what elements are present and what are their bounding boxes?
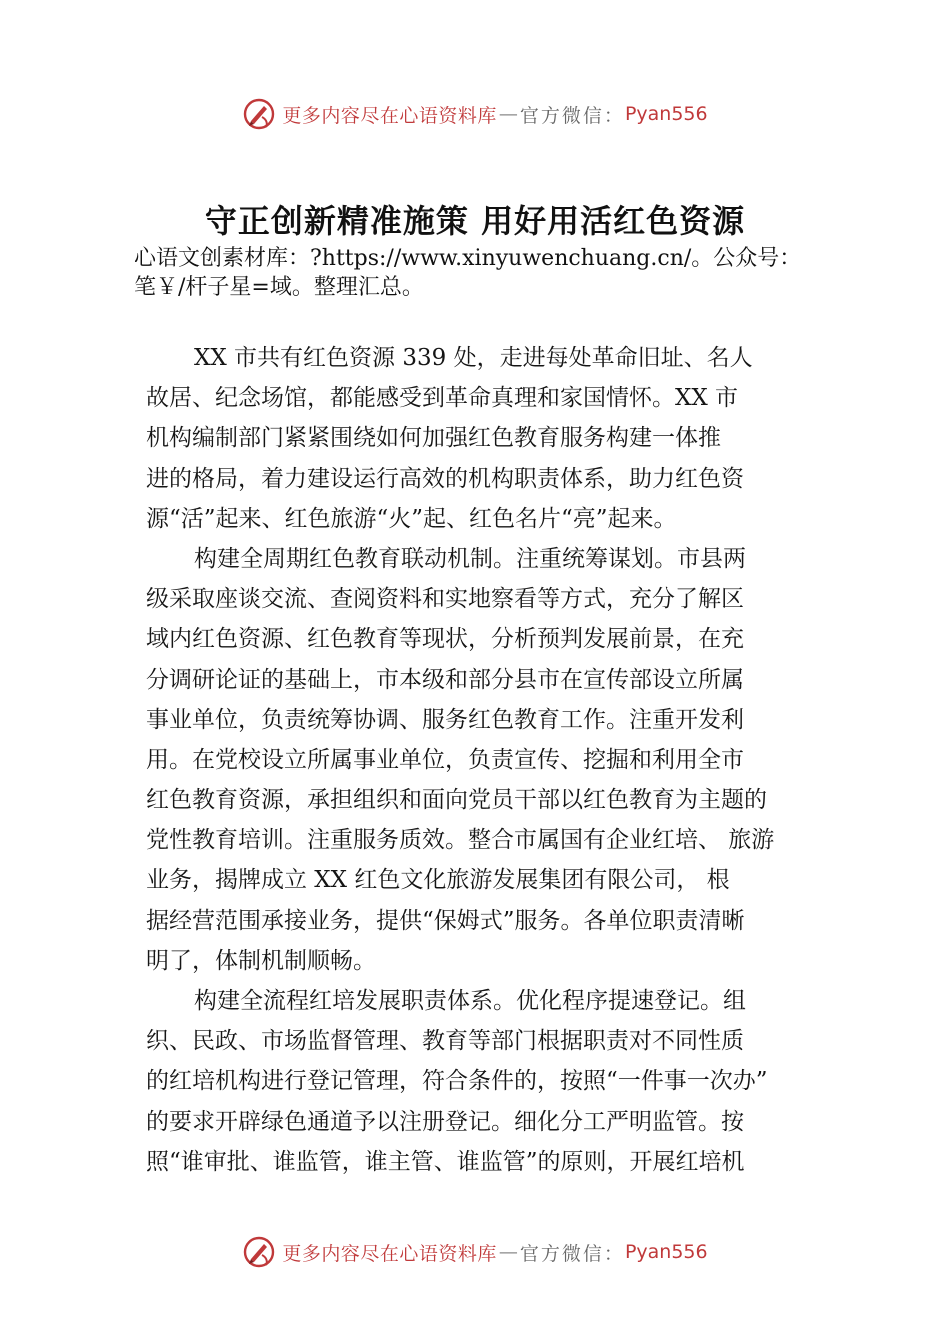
body-line: 构建全周期红色教育联动机制。注重统筹谋划。市县两 <box>194 545 746 572</box>
body-line: 机构编制部门紧紧围绕如何加强红色教育服务构建一体推 <box>146 425 721 452</box>
source-line-2: 笔￥/杆子星=域。整理汇总。 <box>134 275 424 300</box>
body-line: 的红培机构进行登记管理，符合条件的，按照“一件事一次办” <box>146 1068 768 1095</box>
body-line: 级采取座谈交流、查阅资料和实地察看等方式，充分了解区 <box>146 586 744 613</box>
body-line: 构建全流程红培发展职责体系。优化程序提速登记。组 <box>194 988 746 1014</box>
body-line: 事业单位，负责统筹协调、服务红色教育工作。注重开发利 <box>146 706 744 733</box>
body-line: 明了，体制机制顺畅。 <box>146 947 376 974</box>
banner-text: 更多内容尽在心语资料库 <box>282 1242 497 1265</box>
banner-wechat-label: 官方微信： <box>519 104 625 127</box>
header-banner <box>0 94 950 134</box>
banner-text: 更多内容尽在心语资料库 <box>282 104 497 127</box>
pen-logo-icon <box>242 1235 276 1269</box>
source-note <box>134 244 854 302</box>
body-line: 织、民政、市场监督管理、教育等部门根据职责对不同性质 <box>146 1028 744 1055</box>
body-line: 故居、纪念场馆，都能感受到革命真理和家国情怀。XX 市 <box>146 385 739 412</box>
banner-wechat-id: Pyan556 <box>624 1241 708 1263</box>
body-line: 进的格局，着力建设运行高效的机构职责体系，助力红色资 <box>146 465 744 492</box>
document-title: 守正创新精准施策 用好用活红色资源 <box>204 202 746 240</box>
banner-dash: — <box>498 1241 518 1263</box>
body-line: 照“谁审批、谁监管，谁主管、谁监管”的原则，开展红培机 <box>146 1148 745 1175</box>
body-line: XX 市共有红色资源 339 处，走进每处革命旧址、名人 <box>194 345 753 371</box>
footer-banner <box>0 1232 950 1272</box>
body-line: 党性教育培训。注重服务质效。整合市属国有企业红培、 旅游 <box>146 827 775 854</box>
body-line: 源“活”起来、红色旅游“火”起、红色名片“亮”起来。 <box>146 505 677 532</box>
pen-logo-icon <box>242 97 276 131</box>
body-line: 用。在党校设立所属事业单位，负责宣传、挖掘和利用全市 <box>146 746 744 773</box>
banner-dash: — <box>498 103 518 125</box>
source-line-1: 心语文创素材库：?https://www.xinyuwenchuang.cn/。公众号： <box>134 246 802 271</box>
document-body <box>146 338 822 1182</box>
body-line: 的要求开辟绿色通道予以注册登记。细化分工严明监管。按 <box>146 1108 744 1135</box>
body-line: 据经营范围承接业务，提供“保姆式”服务。各单位职责清晰 <box>146 907 745 934</box>
body-line: 分调研论证的基础上，市本级和部分县市在宣传部设立所属 <box>146 666 744 693</box>
banner-wechat-id: Pyan556 <box>624 103 708 125</box>
body-line: 域内红色资源、红色教育等现状，分析预判发展前景，在充 <box>146 626 744 653</box>
body-line: 红色教育资源，承担组织和面向党员干部以红色教育为主题的 <box>146 787 767 814</box>
banner-wechat-label: 官方微信： <box>519 1242 625 1265</box>
body-line: 业务，揭牌成立 XX 红色文化旅游发展集团有限公司， 根 <box>146 867 730 894</box>
